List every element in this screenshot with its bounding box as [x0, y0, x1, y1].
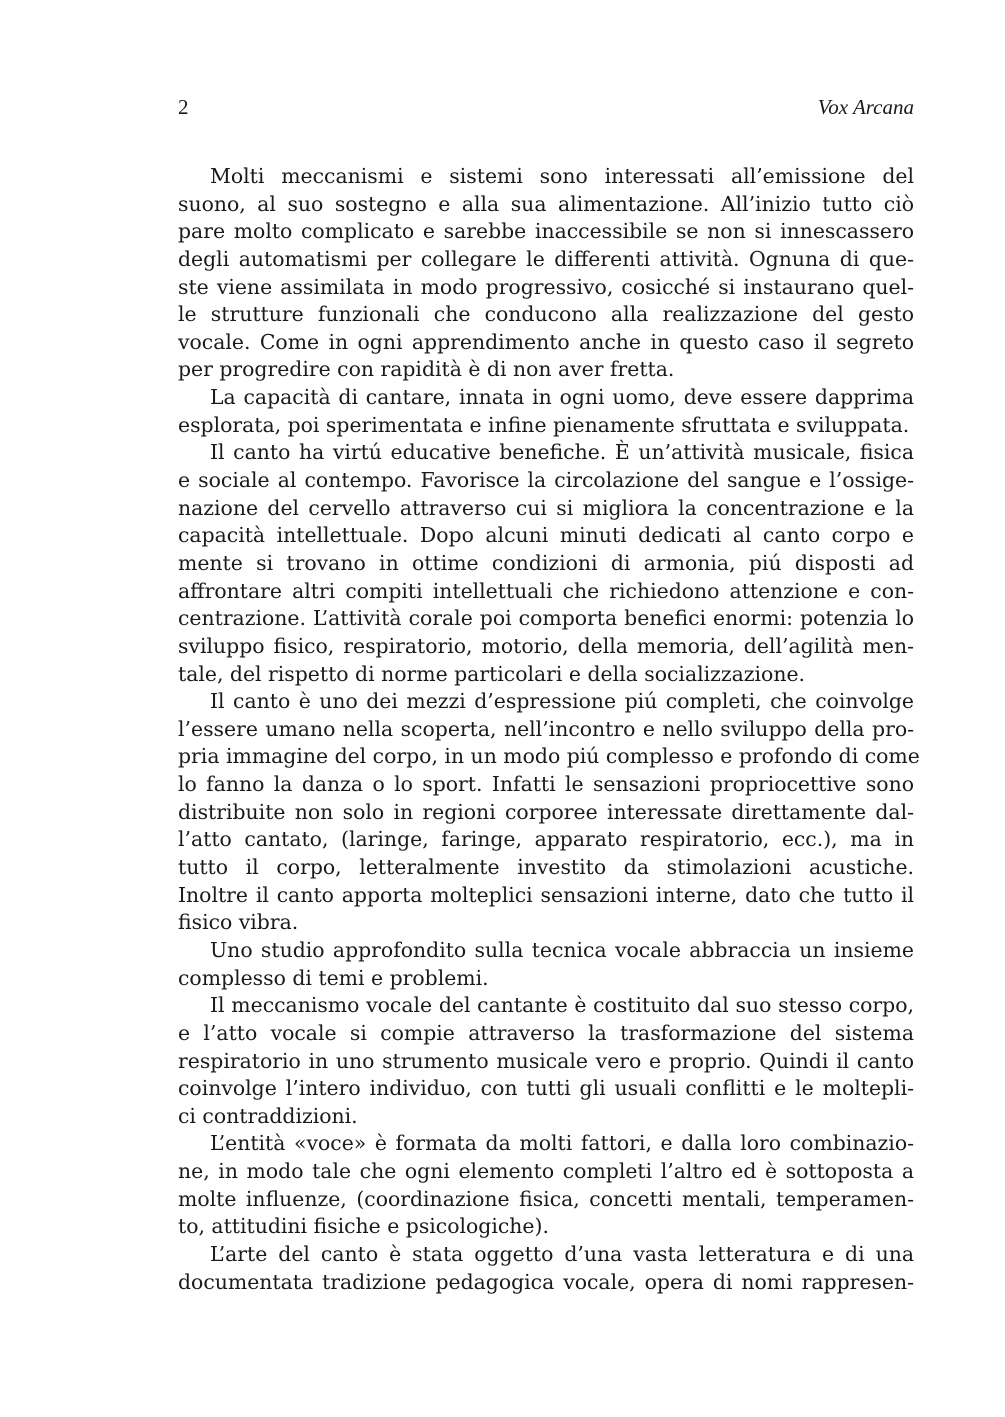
text-line: Inoltre il canto apporta molteplici sensazioni interne, dato che tutto il [178, 882, 914, 907]
text-line: to, attitudini fisiche e psicologiche). [178, 1214, 549, 1239]
text-line: suono, al suo sostegno e alla sua alimentazione. All’inizio tutto ciò [178, 191, 914, 216]
text-line: distribuite non solo in regioni corporee interessate direttamente dal- [178, 799, 914, 824]
text-line: affrontare altri compiti intellettuali che richiedono attenzione e con- [178, 578, 914, 603]
text-line: documentata tradizione pedagogica vocale, opera di nomi rappresen- [178, 1269, 914, 1294]
text-line: Il meccanismo vocale del cantante è costituito dal suo stesso corpo, [210, 993, 914, 1018]
text-line: esplorata, poi sperimentata e infine pienamente sfruttata e sviluppata. [178, 412, 910, 437]
paragraph [178, 688, 920, 937]
text-line: l’atto cantato, (laringe, faringe, apparato respiratorio, ecc.), ma in [178, 827, 914, 852]
text-line: L’arte del canto è stata oggetto d’una vasta letteratura e di una [210, 1241, 914, 1266]
text-line: La capacità di cantare, innata in ogni uomo, deve essere dapprima [210, 385, 914, 410]
text-line: nazione del cervello attraverso cui si migliora la concentrazione e la [178, 495, 914, 520]
page-number: 2 [178, 95, 189, 119]
paragraph [178, 1241, 914, 1296]
text-line: coinvolge l’intero individuo, con tutti gli usuali conflitti e le moltepli- [178, 1076, 914, 1101]
text-line: Molti meccanismi e sistemi sono interessati all’emissione del [210, 164, 914, 188]
text-line: Uno studio approfondito sulla tecnica vocale abbraccia un insieme [210, 937, 914, 962]
text-line: lo fanno la danza o lo sport. Infatti le sensazioni propriocettive sono [178, 772, 914, 797]
text-line: Il canto ha virtú educative benefiche. È un’attività musicale, fisica [210, 440, 914, 465]
text-line: respiratorio in uno strumento musicale vero e proprio. Quindi il canto [178, 1048, 914, 1073]
text-line: tutto il corpo, letteralmente investito da stimolazioni acustiche. [178, 855, 914, 880]
paragraph [178, 937, 914, 992]
text-line: e l’atto vocale si compie attraverso la trasformazione del sistema [178, 1020, 914, 1045]
text-line: capacità intellettuale. Dopo alcuni minuti dedicati al canto corpo e [178, 523, 914, 548]
text-line: molte influenze, (coordinazione fisica, concetti mentali, temperamen- [178, 1186, 914, 1211]
text-line: ne, in modo tale che ogni elemento completi l’altro ed è sottoposta a [178, 1159, 914, 1184]
text-line: tale, del rispetto di norme particolari e della socializzazione. [178, 661, 806, 686]
paragraph [178, 384, 914, 439]
text-line: ci contraddizioni. [178, 1103, 358, 1128]
running-head [178, 93, 914, 121]
text-line: l’essere umano nella scoperta, nell’incontro e nello sviluppo della pro- [178, 716, 914, 741]
paragraph [178, 163, 914, 384]
text-line: pare molto complicato e sarebbe inaccessibile se non si innescassero [178, 219, 914, 244]
text-line: le strutture funzionali che conducono alla realizzazione del gesto [178, 302, 914, 327]
running-title: Vox Arcana [817, 95, 914, 119]
text-line: sviluppo fisico, respiratorio, motorio, della memoria, dell’agilità men- [178, 633, 914, 658]
text-line: ste viene assimilata in modo progressivo, cosicché si instaurano quel- [178, 274, 914, 299]
text-line: degli automatismi per collegare le differenti attività. Ognuna di que- [178, 246, 914, 271]
body-text [178, 163, 920, 1296]
paragraph [178, 439, 914, 688]
text-line: centrazione. L’attività corale poi comporta benefici enormi: potenzia lo [178, 606, 914, 631]
paragraph [178, 1130, 914, 1241]
text-line: fisico vibra. [178, 910, 299, 935]
text-line: pria immagine del corpo, in un modo piú complesso e profondo di come [178, 744, 920, 769]
text-line: e sociale al contempo. Favorisce la circolazione del sangue e l’ossige- [178, 468, 914, 493]
text-line: Il canto è uno dei mezzi d’espressione piú completi, che coinvolge [210, 689, 914, 714]
text-line: mente si trovano in ottime condizioni di armonia, piú disposti ad [178, 550, 914, 575]
paragraph [178, 992, 914, 1130]
text-line: vocale. Come in ogni apprendimento anche in questo caso il segreto [178, 329, 914, 354]
text-line: complesso di temi e problemi. [178, 965, 489, 990]
text-line: per progredire con rapidità è di non aver fretta. [178, 357, 675, 382]
text-line: L’entità «voce» è formata da molti fattori, e dalla loro combinazio- [210, 1131, 914, 1156]
